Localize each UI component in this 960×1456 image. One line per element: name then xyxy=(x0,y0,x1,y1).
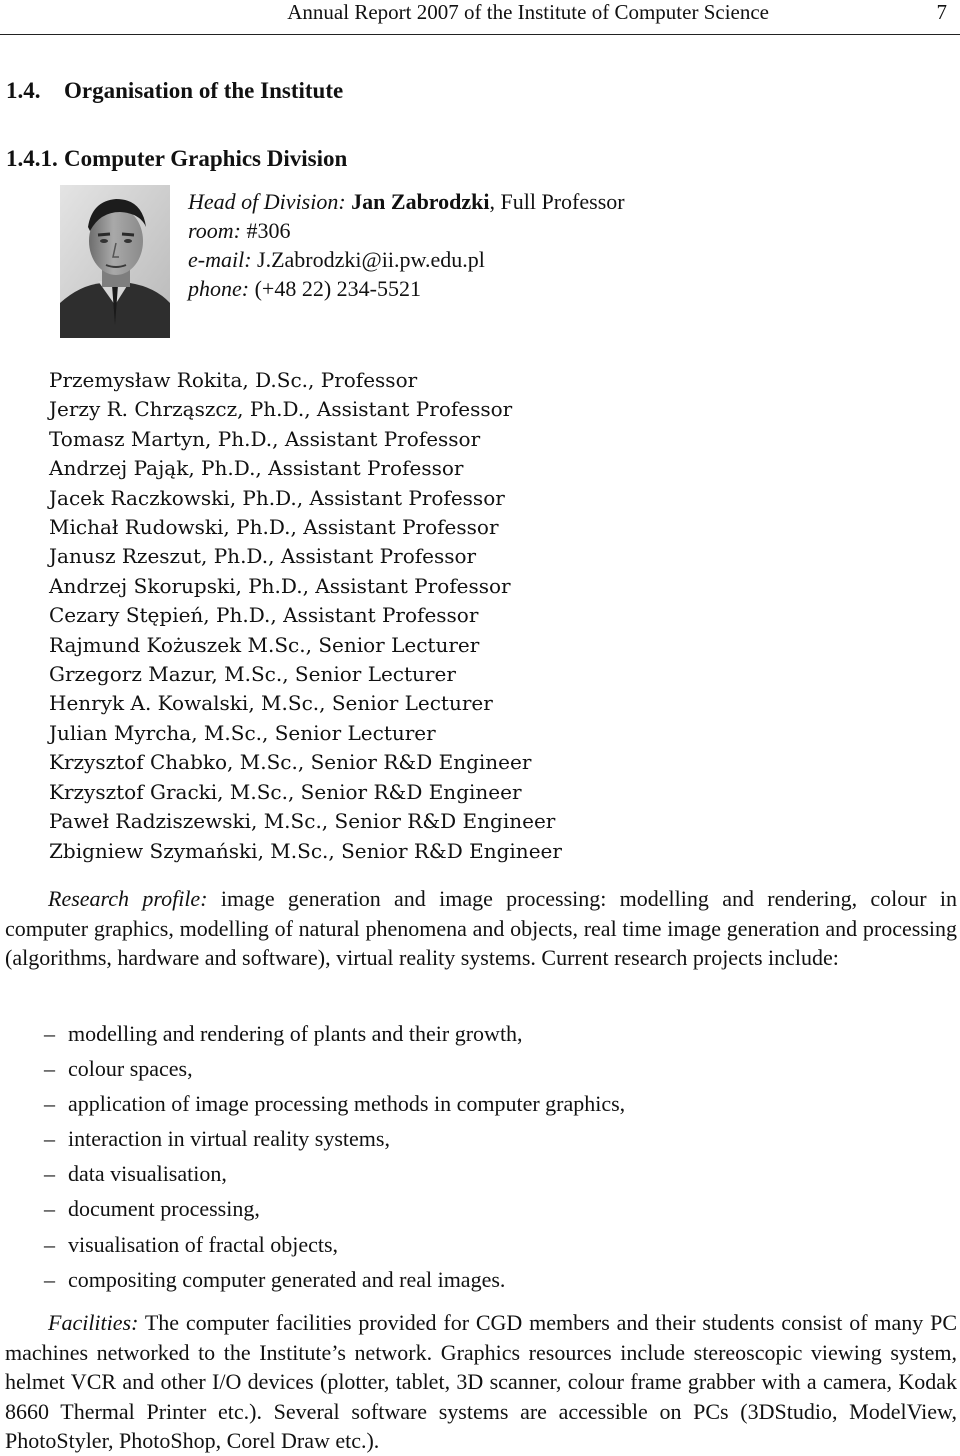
research-profile-paragraph xyxy=(5,884,957,973)
staff-member: Przemysław Rokita, D.Sc., Professor xyxy=(49,368,418,392)
staff-member: Jacek Raczkowski, Ph.D., Assistant Professor xyxy=(49,485,505,510)
staff-member: Andrzej Skorupski, Ph.D., Assistant Professor xyxy=(49,573,511,598)
room-line xyxy=(188,216,625,245)
list-item: – document processing, xyxy=(44,1191,625,1226)
staff-member: Julian Myrcha, M.Sc., Senior Lecturer xyxy=(49,720,436,745)
list-item: – application of image processing methods in computer graphics, xyxy=(44,1086,625,1121)
head-title: , Full Professor xyxy=(489,189,625,214)
research-profile-text: image generation and image processing: modelling and rendering, colour in computer graphics, modelling of natural phenomena and objects, real time image generation and processing (algorithms, hardware and software), virtual reality systems. Current research projects include: xyxy=(5,886,957,971)
staff-member: Andrzej Pająk, Ph.D., Assistant Professor xyxy=(49,456,464,481)
list-item: – visualisation of fractal objects, xyxy=(44,1227,625,1262)
list-item: – data visualisation, xyxy=(44,1156,625,1191)
staff-member: Paweł Radziszewski, M.Sc., Senior R&D Engineer xyxy=(49,809,556,834)
section-title: Organisation of the Institute xyxy=(64,78,344,103)
staff-member: Krzysztof Chabko, M.Sc., Senior R&D Engineer xyxy=(49,750,532,775)
head-line xyxy=(188,187,625,216)
subsection-heading xyxy=(6,146,347,172)
subsection-title: Computer Graphics Division xyxy=(64,146,348,171)
phone-label: phone: xyxy=(188,276,250,301)
room-label: room: xyxy=(188,218,241,243)
email-label: e-mail: xyxy=(188,247,252,272)
list-item: – interaction in virtual reality systems, xyxy=(44,1121,625,1156)
phone-line xyxy=(188,274,625,303)
facilities-paragraph xyxy=(5,1308,957,1456)
research-profile-label: Research profile: xyxy=(48,886,208,911)
running-header xyxy=(0,0,960,35)
head-name: Jan Zabrodzki xyxy=(351,189,490,214)
page-number: 7 xyxy=(936,0,947,24)
staff-member: Jerzy R. Chrząszcz, Ph.D., Assistant Professor xyxy=(49,397,513,422)
staff-member: Tomasz Martyn, Ph.D., Assistant Professor xyxy=(49,426,481,451)
section-heading xyxy=(6,78,343,104)
email-line xyxy=(188,245,625,274)
research-projects-list xyxy=(44,1016,625,1297)
facilities-text: The computer facilities provided for CGD members and their students consist of many PC machines networked to the Institute’s network. Graphics resources include stereoscopic viewing system, helmet VCR and other I/O devices (plotter, tablet, 3D scanner, colour frame grabber with a camera, Kodak 8660 Thermal Printer etc.). Several software systems are accessible on PCs (3DStudio, ModelView, PhotoStyler, PhotoShop, Corel Draw etc.). xyxy=(5,1310,957,1454)
head-portrait-photo xyxy=(60,185,170,338)
list-item: – compositing computer generated and real images. xyxy=(44,1262,625,1297)
staff-member: Janusz Rzeszut, Ph.D., Assistant Professor xyxy=(49,544,477,569)
head-role-label: Head of Division: xyxy=(188,189,346,214)
list-item: – modelling and rendering of plants and their growth, xyxy=(44,1016,625,1051)
email-address: J.Zabrodzki@ii.pw.edu.pl xyxy=(257,247,485,272)
phone-number: (+48 22) 234-5521 xyxy=(254,276,421,301)
staff-member: Zbigniew Szymański, M.Sc., Senior R&D Engineer xyxy=(49,838,562,863)
subsection-number: 1.4.1. xyxy=(6,146,58,171)
list-item: – colour spaces, xyxy=(44,1051,625,1086)
staff-member: Krzysztof Gracki, M.Sc., Senior R&D Engineer xyxy=(49,779,522,804)
staff-list xyxy=(49,366,562,866)
staff-member: Grzegorz Mazur, M.Sc., Senior Lecturer xyxy=(49,662,456,687)
facilities-label: Facilities: xyxy=(48,1310,139,1335)
staff-member: Michał Rudowski, Ph.D., Assistant Professor xyxy=(49,515,499,540)
staff-member: Cezary Stępień, Ph.D., Assistant Professor xyxy=(49,603,479,628)
section-number: 1.4. xyxy=(6,78,41,103)
room-number: #306 xyxy=(246,218,291,243)
running-title: Annual Report 2007 of the Institute of Computer Science xyxy=(287,0,769,24)
head-of-division-info xyxy=(188,187,625,303)
staff-member: Henryk A. Kowalski, M.Sc., Senior Lecturer xyxy=(49,691,493,716)
staff-member: Rajmund Kożuszek M.Sc., Senior Lecturer xyxy=(49,632,480,657)
